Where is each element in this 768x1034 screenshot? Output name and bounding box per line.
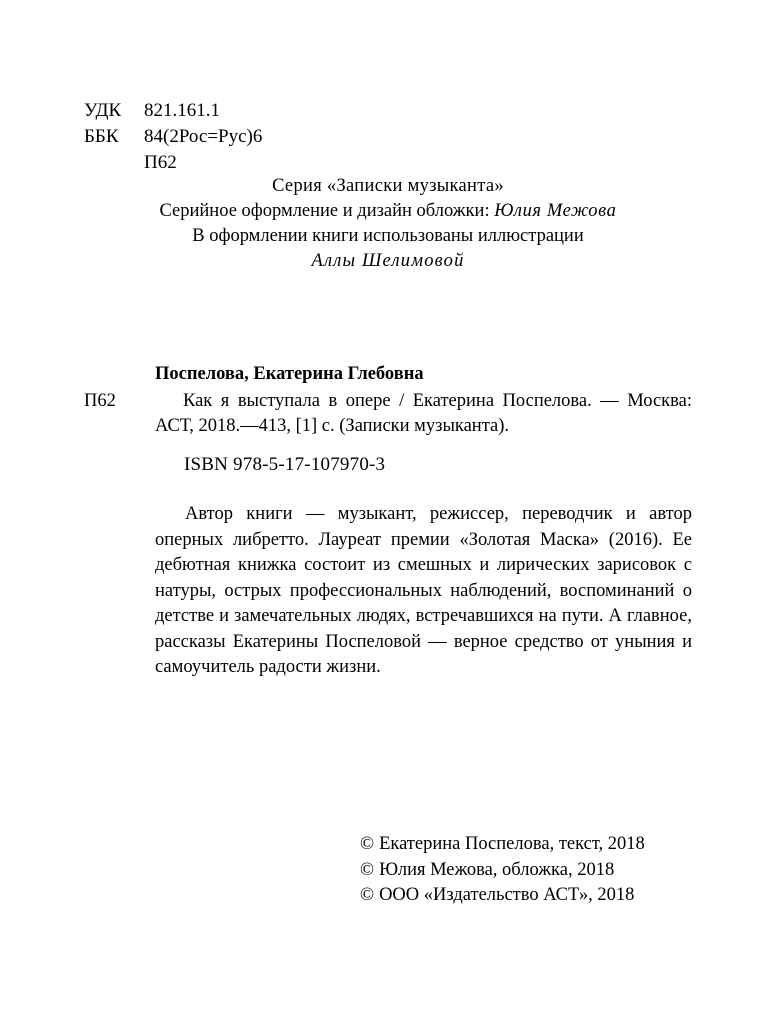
annotation-paragraph: Автор книги — музыкант, режиссер, переводчик и автор оперных либретто. Лауреат премии «Золотая Маска» (2016). Ее дебютная книжка состоит из смешных и лирических зарисовок с натуры, острых профессиональных наблюдений, воспоминаний о детстве и замечательных людях, встречавшихся на пути. А главное, рассказы Екатерины Поспеловой — верное средство от уныния и самоучитель радости жизни.: [155, 504, 692, 677]
cip-block: [84, 362, 692, 439]
classification-row-udk: [84, 98, 262, 124]
copyright-line-cover: [360, 858, 645, 884]
copyright-icon: ©: [360, 859, 375, 880]
copyright-icon: ©: [360, 834, 375, 854]
series-credits-block: [84, 174, 692, 274]
copyright-text-cover: Юлия Межова, обложка, 2018: [379, 859, 615, 880]
series-title-line: Серия «Записки музыканта»: [272, 176, 504, 196]
copyright-line-text: [360, 832, 645, 858]
index-label: [84, 150, 144, 176]
udk-label: УДК: [84, 100, 122, 121]
copyright-block: [360, 832, 645, 909]
cip-index: П62: [84, 391, 116, 411]
classification-block: [84, 98, 262, 176]
copyright-text-publisher: ООО «Издательство АСТ», 2018: [379, 885, 635, 905]
classification-row-bbk: [84, 124, 262, 150]
illustrator-name-line: Аллы Шелимовой: [311, 251, 465, 271]
cip-author-heading: Поспелова, Екатерина Глебовна: [155, 364, 424, 384]
cip-description: Как я выступала в опере / Екатерина Поспелова. — Москва: АСТ, 2018.—413, [1] с. (Записки музыканта).: [155, 391, 692, 436]
copyright-text-author: Екатерина Поспелова, текст, 2018: [379, 834, 645, 854]
udk-value: 821.161.1: [144, 100, 220, 121]
bbk-value: 84(2Рос=Рус)6: [144, 126, 263, 147]
classification-row-index: [84, 150, 262, 176]
bbk-label: ББК: [84, 126, 119, 147]
cip-body: [84, 389, 692, 439]
author-index-value: П62: [144, 152, 177, 173]
copyright-icon: ©: [360, 885, 375, 905]
cover-designer-name: Юлия Межова: [494, 201, 617, 221]
cover-design-line: [84, 199, 692, 224]
cover-design-label: Серийное оформление и дизайн обложки:: [159, 201, 495, 221]
isbn-line: ISBN 978-5-17-107970-3: [184, 454, 386, 475]
illustration-label-line: В оформлении книги использованы иллюстрации: [192, 226, 584, 246]
copyright-line-publisher: [360, 883, 645, 909]
